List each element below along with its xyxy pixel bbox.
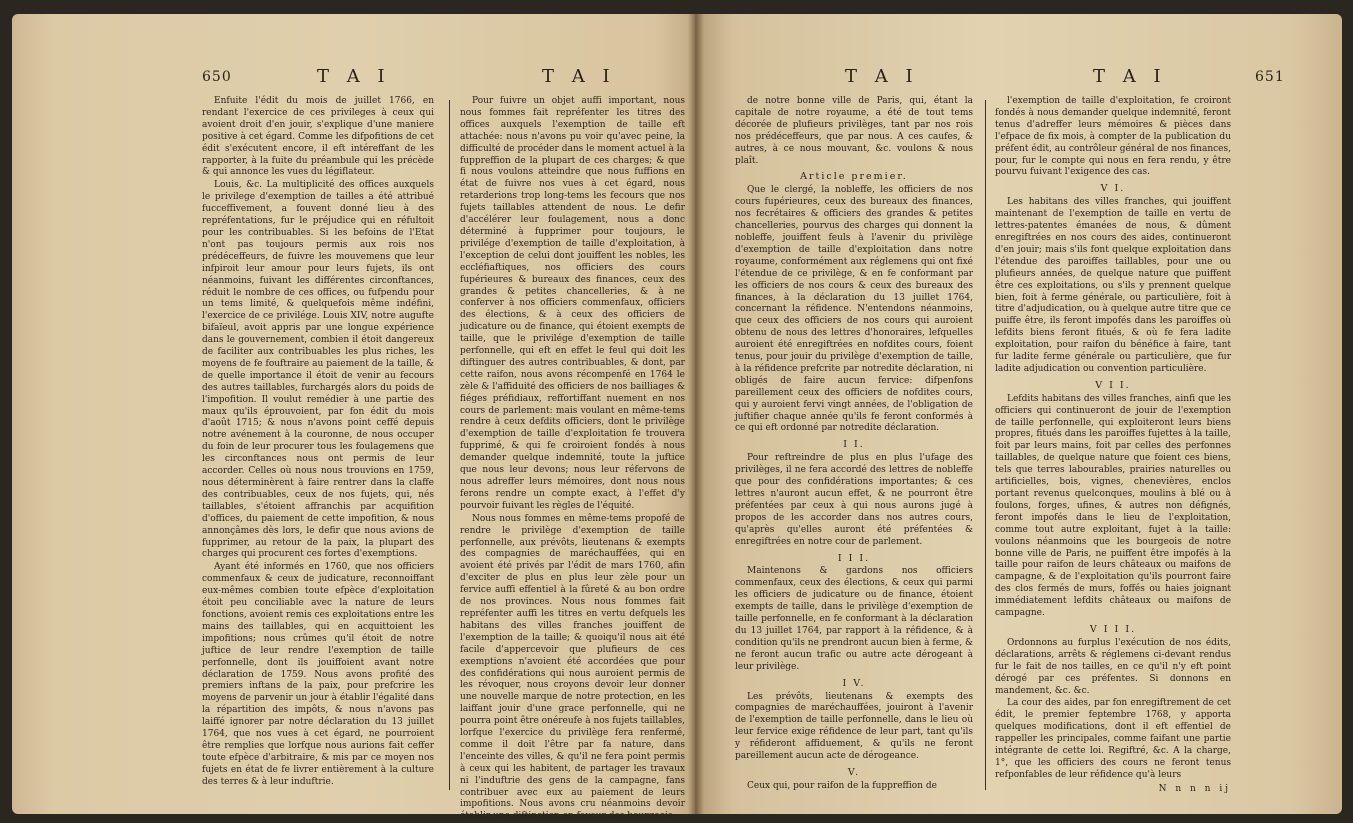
paragraph: Pour reftreindre de plus en plus l'ufage des privilèges, il ne fera accordé des lettres de nobleffe que pour des confidérations importantes; & ces lettres n'auront aucun effet, & ne pourront être préfentées par ceux à qui nous aurons jugé à propos de les accorder dans nos autres cours, qu'après qu'elles auront été préfentées & enregiftrées en notre cour de parlement. — [735, 453, 973, 547]
running-title: T A I — [542, 66, 616, 87]
paragraph: Ceux qui, pour raifon de la fuppreffion de — [747, 780, 937, 791]
paragraph: Ayant été informés en 1760, que nos officiers commenfaux & ceux de judicature, reconnoiffant eux-mêmes combien toute efpèce d'exploitation étoit peu conciliable avec la nature de leurs fonctions, avoient remis ces exploitations entre les mains des taillables, qui en acquittoient les impofitions; nous crûmes qu'il étoit de notre juftice de leur rendre l'exemption de taille perfonnelle, dont ils jouiffoient avant notre déclaration de 1759. Nous avons profité des premiers inftans de la paix, pour prefcrire les moyens de parvenir un jour à établir l'égalité dans la répartition des impôts, & nous n'avons pas laiffé ignorer par notre déclaration du 13 juillet 1764, que nos vues à cet égard, ne pourroient être remplies que lorfque nous aurions fait ceffer toute efpèce d'arbitraire, & mis par ce moyen nos fujets en état de fe livrer entièrement à la culture des terres & à leur induftrie. — [202, 562, 434, 787]
running-title: T A I — [1093, 66, 1167, 87]
column-rule — [449, 100, 450, 790]
article-heading: V I I. — [1095, 379, 1131, 391]
paragraph: Les habitans des villes franches, qui jouiffent maintenant de l'exemption de taille en vertu de lettres-patentes émanées de nous, & dûment enregiftrées en nos cours des aides, continueront d'en jouir; mais s'ils font quelque exploitation dans l'étendue des paroiffes taillables, pour une ou plufieurs années, de quelque nature que puiffent être ces exploitations, ou s'ils y prennent quelque bien, foit à ferme générale, ou particulière, foit à titre d'adjudication, ou à quelque autre titre que ce puiffe être, ils feront impofés dans les paroiffes où lefdits biens feront fitués, & où fe fera ladite exploitation, pour raifon du bénéfice à faire, tant fur ladite ferme générale ou particulière, que fur ladite adjudication ou convention particulière. — [995, 197, 1231, 374]
book-spread — [12, 14, 1342, 822]
article-heading: I I. — [843, 439, 865, 451]
paragraph: Enfuite l'édit du mois de juillet 1766, en rendant l'exercice de ces privileges à ceux qui avoient droit d'en jouir, s'explique d'une maniere positive à cet égard. Comme les difpofitions de cet édit s'exécutent encore, il eft intéreffant de les rapporter, à la fuite du préambule qui les précède & qui annonce les vues du légiflateur. — [202, 96, 434, 178]
paragraph: Louis, &c. La multiplicité des offices auxquels le privilege d'exemption de tailles a été attribué fucceffivement, a fouvent donné lieu à des repréfentations, fur le préjudice qui en réfultoit pour les contribuables. Si les befoins de l'Etat n'ont pas toujours permis aux rois nos prédéceffeurs, de fuivre les mouvemens que leur infpiroit leur amour pour leurs fujets, ils ont néanmoins, fuivant les différentes circonftances, réduit le nombre de ces offices, ou fufpendu pour un tems limité, & quelquefois même indéfini, l'exercice de ce privilége. Louis XIV, notre augufte bifaïeul, avoit appris par une longue expérience dans le gouvernement, combien il étoit dangereux de faciliter aux contribuables les plus riches, les moyens de fe fouftraire au paiement de la taille, & de quelle importance il étoit de venir au fecours des autres taillables, furchargés alors du poids de l'impofition. Il voulut remédier à une partie des maux qu'ils éprouvoient, par fon édit du mois d'août 1715; & nous n'avons point ceffé depuis notre avénement à la couronne, de nous occuper du foin de leur procurer tous les foulagemens que les circonftances nous ont permis de leur accorder. Celles où nous nous trouvions en 1759, nous déterminèrent à faire rentrer dans la claffe des contribuables, ceux de nos fujets, qui, nés taillables, s'étoient affranchis par acquifition d'offices, du paiement de cette impofition, & nous annonçâmes dès lors, le defir que nous avions de fupprimer, au retour de la paix, la plupart des charges qui procurent ces fortes d'exemptions. — [202, 180, 434, 560]
paragraph: La cour des aides, par fon enregiftrement de cet édit, le premier feptembre 1768, y apporta quelques modifications, dont il eft effentiel de rappeller les principales, comme faifant une partie intégrante de cette loi. Regiftré, &c. A la charge, 1°, que les officiers des cours ne feront tenus refponfables de leur réfidence qu'à leurs — [995, 698, 1231, 780]
article-heading: V I. — [1100, 183, 1126, 195]
running-title: T A I — [317, 66, 391, 87]
column-rule — [985, 100, 986, 790]
page-number: 650 — [202, 69, 232, 85]
left-page — [12, 14, 695, 822]
book-gutter — [688, 14, 704, 814]
article-heading: V I I I. — [1089, 623, 1137, 635]
paragraph: Que le clergé, la nobleffe, les officiers de nos cours fupérieures, ceux des bureaux des finances, nos fecrétaires & officiers des grandes & petites chancelleries, pourvus des charges qui donnent la nobleffe, jouiffent feuls à l'avenir du privilège d'exemption de taille d'exploitation dans notre royaume, conformément aux réglemens qui ont fixé l'étendue de ce privilège, & en fe conformant par les officiers de nos cours & ceux des bureaux des finances, à la déclaration du 13 juillet 1764, concernant la réfidence. N'entendons néanmoins, que ceux des officiers de nos cours qui auroient obtenu de nous des lettres d'honoraires, lefquelles auroient été enregiftrées en nofdites cours, foient tenus, pour jouir du privilège d'exemption de taille, à la réfidence prefcrite par notredite déclaration, ni obligés de faire aucun fervice: difpenfons pareillement ceux des officiers de nofdites cours, qui y auroient fervi vingt années, de l'obligation de juftifier chaque année qu'ils fe feront conformés à ce qui eft ordonné par notredite déclaration. — [735, 185, 973, 434]
paragraph: l'exemption de taille d'exploitation, fe croiront fondés à nous demander quelque indemnité, feront tenus d'adreffer leurs mémoires & pièces dans l'efpace de fix mois, à compter de la publication du préfent édit, au contrôleur général de nos finances, pour, fur le compte qui nous en fera rendu, y être pourvu fuivant l'exigence des cas. — [995, 96, 1231, 178]
article-heading: I V. — [842, 677, 866, 689]
article-heading: I I I. — [837, 552, 871, 564]
paragraph: Ordonnons au furplus l'exécution de nos édits, déclarations, arrêts & réglemens ci-devant rendus fur le fait de nos tailles, en ce qu'il n'y eft point dérogé par ces préfentes. Si donnons en mandement, &c. &c. — [995, 637, 1231, 696]
left-column-1 — [202, 96, 434, 796]
right-page — [695, 14, 1342, 814]
signature-mark: N n n n ij — [1158, 783, 1231, 794]
paragraph: de notre bonne ville de Paris, qui, étant la capitale de notre royaume, a été de tout tems décorée de plufieurs privilèges, tant par nos rois nos prédéceffeurs, que par nous. A ces caufes, & autres, à ce nous mouvant, &c. voulons & nous plaît. — [735, 96, 973, 166]
paragraph: Nous nous fommes en même-tems propofé de rendre le privilège d'exemption de taille perfonnelle, aux prévôts, lieutenans & exempts des compagnies de maréchauffées, qui en avoient été privés par l'édit de mars 1760, afin d'exciter de plus en plus leur zèle pour un fervice auffi effentiel à la fûreté & au bon ordre de nos provinces. Nous nous fommes fait repréfenter auffi les titres en vertu defquels les habitans des villes franches jouiffent de l'exemption de la taille; & quoiqu'il nous ait été facile d'appercevoir que plufieurs de ces exemptions n'avoient été accordées que pour des confidérations qui nous auroient permis de les révoquer, nous croyons devoir leur donner une nouvelle marque de notre protection, en les laiffant jouir d'une grace perfonnelle, qui ne pourra point être onéreufe à nos fujets taillables, lorfque l'exercice du privilège fera renfermé, comme il doit l'être par fa nature, dans l'enceinte des villes, & qu'il ne fera point permis à ceux qui les habitent, de partager les travaux ni l'induftrie des gens de la campagne, fans contribuer avec eux au paiement de leurs impofitions. Nous avons cru néanmoins devoir établir une diftinction en faveur des bourgeois — [460, 513, 685, 822]
paragraph: Pour fuivre un objet auffi important, nous nous fommes fait repréfenter les titres des offices auxquels l'exemption de taille eft attachée: nous n'avons pu voir qu'avec peine, la difficulté de procéder dans le moment actuel à la fuppreffion de la plupart de ces charges; & que fi nous voulons atteindre que nous fuffions en état de fuivre nos vues à cet égard, nous retarderions trop long-tems les fecours que nos fujets taillables attendent de nous. Le defir d'accélérer leur foulagement, nous a donc déterminé à fupprimer pour toujours, le privilége d'exemption de taille d'exploitation, à l'exception de celui dont jouiffent les nobles, les eccléfiaftiques, nos officiers des cours fupérieures & bureaux des finances, ceux des grandes & petites chancelleries, & à ne conferver à nos officiers commenfaux, officiers des élections, & à ceux des officiers de judicature ou de finance, qui étoient exempts de taille, que le privilége d'exemption de taille perfonnelle, qui eft en effet le feul qui doit les diftinguer des autres contribuables, & dont, par cette raifon, nous avons récompenfé en 1764 le zèle & l'affiduité des officiers de nos bailliages & fiéges préfidiaux, reffortiffant nuement en nos cours de parlement: mais voulant en même-tems rendre à ceux defdits officiers, dont le privilège d'exemption de taille d'exploitation fe trouvera fupprimé, & qui fe croiroient fondés à nous demander quelque indemnité, toute la juftice que nous leur devons; nous leur réfervons de nous adreffer leurs mémoires, dont nous nous ferons rendre un compte exact, à l'effet d'y pourvoir fuivant les règles de l'équité. — [460, 96, 685, 511]
paragraph: Lefdits habitans des villes franches, ainfi que les officiers qui continueront de jouir de l'exemption de taille perfonnelle, qui exploiteront leurs biens propres, fitués dans les paroiffes fujettes à la taille, foit par leurs mains, foit par celles des perfonnes taillables, de quelque nature que foient ces biens, tels que terres labourables, prairies naturelles ou artificielles, bois, vignes, chenevières, enclos portant revenus quelconques, moulins à blé ou à foulons, forges, ufines, & autres non défignés, feront impofés dans le lieu de l'exploitation, comme tout autre exploitant, fujet à la taille: voulons néanmoins que les bourgeois de notre bonne ville de Paris, ne puiffent être impofés à la taille pour raifon de leurs châteaux ou maifons de campagne, & de l'exploitation qu'ils pourront faire des clos fermés de murs, foffés ou haies joignant immédiatement lefdits châteaux ou maifons de campagne. — [995, 393, 1231, 619]
right-column-1 — [735, 96, 973, 796]
article-heading: V. — [847, 766, 861, 778]
right-column-2 — [995, 96, 1231, 796]
paragraph: Maintenons & gardons nos officiers commenfaux, ceux des élections, & ceux qui parmi les officiers de judicature ou de finance, étoient exempts de taille, dans le privilège d'exemption de taille perfonnelle, en fe conformant à la déclaration du 13 juillet 1764, par rapport à la réfidence, & à condition qu'ils ne prendront aucun bien à ferme, & ne feront aucun trafic ou autre acte dérogeant à leur privilège. — [735, 566, 973, 672]
paragraph: Les prévôts, lieutenans & exempts des compagnies de maréchauffées, jouiront à l'avenir de l'exemption de taille perfonnelle, dans le lieu où leur fervice exige réfidence de leur part, tant qu'ils y réfideront affiduement, & qu'ils ne feront pareillement aucun acte de dérogeance. — [735, 691, 973, 762]
article-heading: Article premier. — [800, 171, 908, 183]
running-title: T A I — [845, 66, 919, 87]
left-column-2 — [460, 96, 685, 822]
page-number: 651 — [1255, 69, 1285, 85]
